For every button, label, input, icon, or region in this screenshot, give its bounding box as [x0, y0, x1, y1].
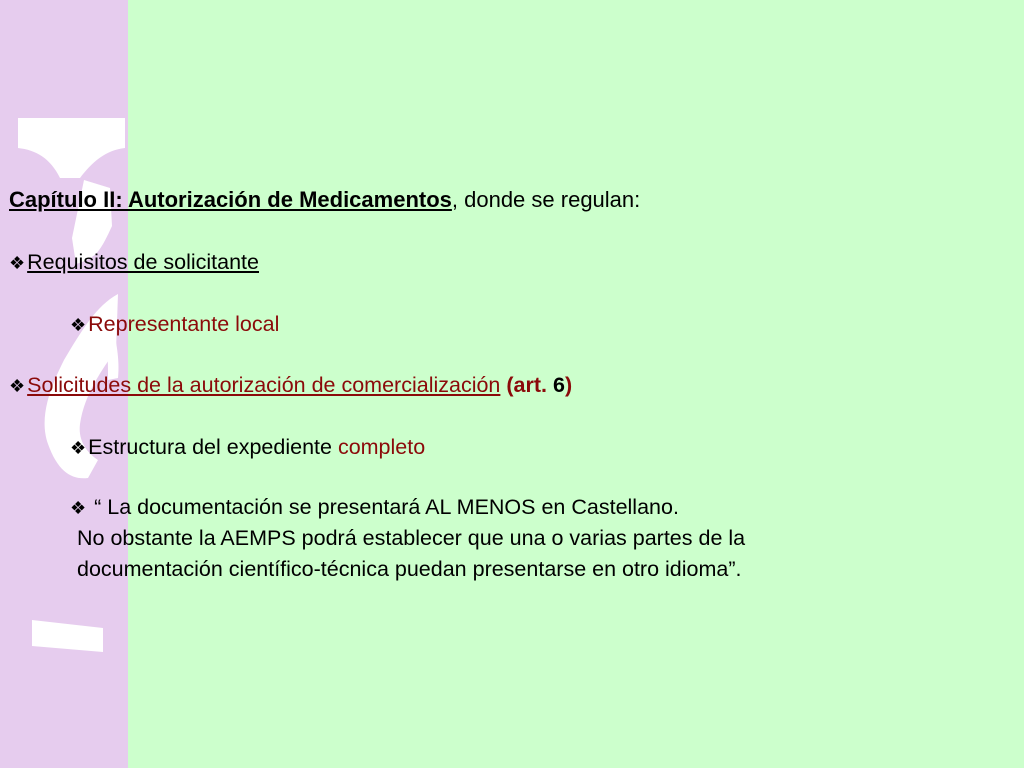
article-ref-open: (art.: [500, 373, 553, 397]
diamond-bullet-icon: ❖: [70, 438, 87, 458]
list-item-text: Estructura del expediente: [88, 435, 338, 459]
slide-title: [9, 184, 640, 215]
list-item-text: Requisitos de solicitante: [27, 250, 259, 274]
title-rest: , donde se regulan:: [451, 187, 641, 212]
list-item-solicitudes: [9, 370, 572, 402]
list-item-requisitos: [9, 247, 259, 279]
list-item-text: Solicitudes de la autorización de comercialización: [27, 373, 501, 397]
title-bold: Capítulo II: Autorización de Medicamentos: [9, 187, 452, 212]
list-item-documentacion-line2: No obstante la AEMPS podrá establecer que una o varias partes de la: [77, 526, 746, 550]
article-ref-close: ): [564, 373, 573, 397]
article-ref-num: 6: [552, 373, 565, 397]
list-item-text-red: completo: [337, 435, 426, 459]
list-item-estructura: [70, 432, 425, 464]
diamond-bullet-icon: ❖: [70, 498, 87, 518]
list-item-representante: [70, 309, 279, 341]
list-item-documentacion: [70, 492, 679, 524]
list-item-text: “ La documentación se presentará AL MENOS en Castellano.: [88, 495, 679, 519]
diamond-bullet-icon: ❖: [9, 253, 26, 273]
diamond-bullet-icon: ❖: [70, 315, 87, 335]
list-item-text: Representante local: [88, 312, 280, 336]
list-item-documentacion-line3: documentación científico-técnica puedan presentarse en otro idioma”.: [77, 557, 742, 581]
diamond-bullet-icon: ❖: [9, 376, 26, 396]
